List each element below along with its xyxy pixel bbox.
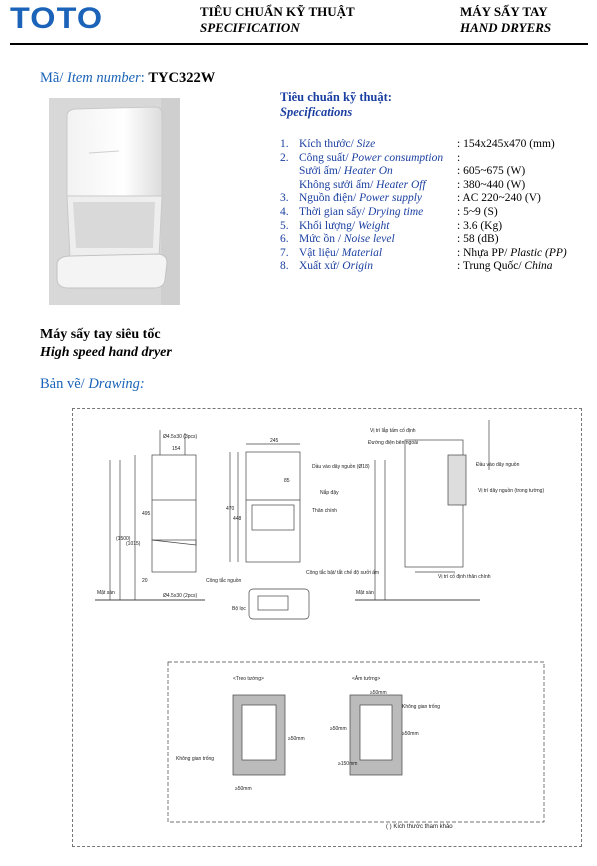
annot-hole-bottom: Ø4.5x30 (2pcs) bbox=[163, 593, 198, 599]
annot-245: 245 bbox=[270, 438, 279, 444]
annot-plate-pos: Vị trí lắp tấm cố định bbox=[370, 428, 416, 434]
annot-free-space1: Không gian trống bbox=[176, 756, 215, 762]
spec-value: : 58 (dB) bbox=[457, 233, 499, 246]
annot-495: 495 bbox=[142, 511, 151, 517]
spec-num: 4. bbox=[280, 205, 289, 218]
annot-ext-wire: Đường điện bên ngoài bbox=[368, 440, 418, 446]
item-number: Mã/ Item number: TYC322W bbox=[40, 70, 216, 86]
spec-label: Mức ồn / Noise level bbox=[299, 233, 395, 246]
spec-value: : 154x245x470 (mm) bbox=[457, 138, 555, 150]
annot-tray: Bộ lọc bbox=[232, 606, 246, 612]
annot-150: ≥150mm bbox=[338, 761, 358, 767]
annot-floor1: Mặt sàn bbox=[97, 590, 115, 596]
spec-label: Không sưởi ấm/ Heater Off bbox=[299, 178, 426, 191]
annot-note: ( ) Kích thước tham khảo bbox=[386, 824, 453, 830]
annot-50a: ≥50mm bbox=[235, 786, 252, 792]
header-title-vi: TIÊU CHUẨN KỸ THUẬT bbox=[200, 4, 355, 19]
header-title-en: SPECIFICATION bbox=[200, 20, 300, 35]
spec-num: 2. bbox=[280, 151, 289, 164]
drawing-label: Bản vẽ/ Drawing: bbox=[40, 376, 145, 392]
spec-label: Xuất xứ/ Origin bbox=[299, 260, 373, 273]
annot-cord-in2: Đầu vào dây nguồn bbox=[476, 462, 520, 468]
annot-wall-mount: <Treo tường> bbox=[233, 676, 264, 682]
header-category-vi: MÁY SẤY TAY bbox=[460, 4, 548, 19]
spec-value: : Nhựa PP/ Plastic (PP) bbox=[457, 246, 567, 259]
spec-num: 6. bbox=[280, 233, 289, 246]
annot-1500: (1500) bbox=[116, 536, 131, 542]
annot-448: 448 bbox=[233, 516, 242, 522]
product-name-en: High speed hand dryer bbox=[40, 345, 172, 360]
rear-view-plate bbox=[448, 455, 466, 505]
item-code: TYC322W bbox=[148, 70, 216, 86]
spec-value: : 605~675 (W) bbox=[457, 165, 526, 178]
spec-num: 5. bbox=[280, 219, 289, 232]
side-view-lower bbox=[152, 540, 196, 572]
toto-logo: TOTO bbox=[10, 2, 104, 35]
side-view-upper bbox=[152, 455, 196, 500]
spec-num: 8. bbox=[280, 260, 289, 273]
header-category-en: HAND DRYERS bbox=[460, 20, 552, 35]
annot-470: 470 bbox=[226, 506, 235, 512]
annot-body-pos: Vị trí cố định thân chính bbox=[438, 574, 491, 580]
annot-heater-switch: Công tắc bật/ tắt chế độ sưởi ấm bbox=[306, 570, 380, 576]
annot-floor2: Mặt sàn bbox=[356, 590, 374, 596]
spec-value: : 3.6 (Kg) bbox=[457, 219, 503, 232]
annot-body: Thân chính bbox=[312, 508, 338, 514]
annot-power-switch: Công tắc nguồn bbox=[206, 578, 242, 584]
annot-20: 20 bbox=[142, 578, 148, 584]
annot-154: 154 bbox=[172, 446, 181, 452]
spec-label: Thời gian sấy/ Drying time bbox=[299, 205, 424, 218]
spec-num: 7. bbox=[280, 246, 289, 259]
annot-free-space2: Không gian trống bbox=[402, 704, 441, 710]
spec-label: Vật liệu/ Material bbox=[299, 246, 383, 259]
spec-num: 3. bbox=[280, 192, 289, 205]
spec-label: Công suất/ Power consumption bbox=[299, 151, 444, 164]
spec-label: Khối lượng/ Weight bbox=[299, 219, 390, 232]
annot-cord-pos: Vị trí dây nguồn (trong tường) bbox=[478, 488, 545, 494]
annot-85: 85 bbox=[284, 478, 290, 484]
annot-50b: ≥50mm bbox=[370, 690, 387, 696]
spec-label: Kích thước/ Size bbox=[299, 138, 376, 150]
spec-value: : bbox=[457, 151, 461, 164]
annot-1015: (1015) bbox=[126, 541, 141, 547]
product-name-vi: Máy sấy tay siêu tốc bbox=[40, 327, 161, 342]
annot-50e: ≥50mm bbox=[288, 736, 305, 742]
front-view-cavity bbox=[252, 505, 294, 530]
annot-50d: ≥50mm bbox=[402, 731, 419, 737]
annot-cover: Nắp đậy bbox=[320, 490, 339, 496]
spec-value: : 5~9 (S) bbox=[457, 205, 498, 218]
front-view-body bbox=[246, 452, 300, 562]
spec-value: : AC 220~240 (V) bbox=[457, 192, 541, 205]
annot-hole-top: Ø4.5x30 (3pcs) bbox=[163, 434, 198, 440]
spec-label: Nguồn điện/ Power supply bbox=[299, 192, 422, 205]
spec-label: Sưởi ấm/ Heater On bbox=[299, 165, 393, 178]
specs-title-vi: Tiêu chuẩn kỹ thuật: bbox=[280, 90, 392, 104]
spec-value: : Trung Quốc/ China bbox=[457, 260, 553, 273]
spec-value: : 380~440 (W) bbox=[457, 178, 526, 191]
annot-recessed: <Âm tường> bbox=[352, 676, 381, 682]
spec-num: 1. bbox=[280, 138, 289, 150]
annot-50c: ≥50mm bbox=[330, 726, 347, 732]
specs-title-en: Specifications bbox=[280, 105, 353, 119]
annot-cord-in: Dầu vào dây nguồn (Ø18) bbox=[312, 464, 370, 470]
